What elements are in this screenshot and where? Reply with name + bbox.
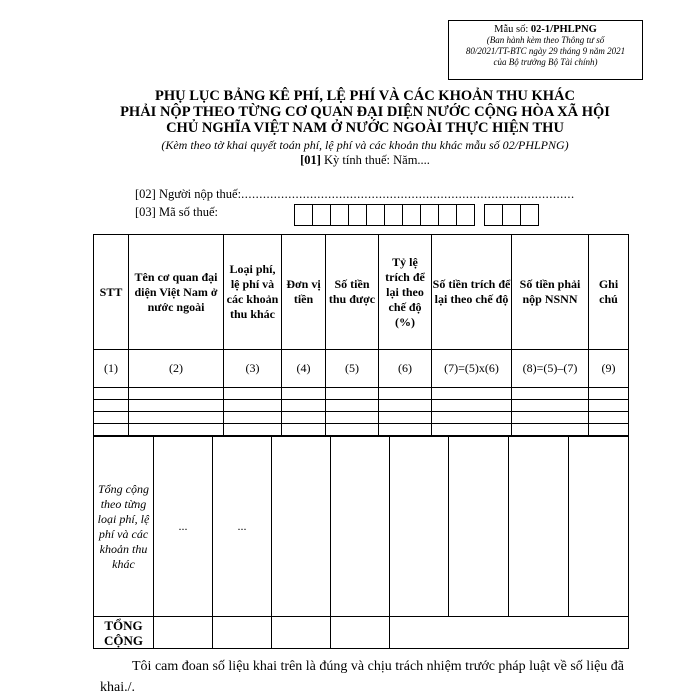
- taxcode-group-main: [295, 204, 475, 226]
- subtotal-ellipsis: ...: [154, 437, 213, 617]
- header-retention-rate: Tỷ lệ trích để lại theo chế độ (%): [379, 235, 432, 350]
- header-amount-collected: Số tiền thu được: [326, 235, 379, 350]
- form-code-label: Mẫu số:: [494, 24, 531, 35]
- taxcode-digit-box[interactable]: [438, 204, 457, 226]
- title-line-1: PHỤ LỤC BẢNG KÊ PHÍ, LỆ PHÍ VÀ CÁC KHOẢN THU KHÁC: [155, 88, 575, 104]
- table-header-row: [94, 235, 629, 350]
- taxcode-digit-box[interactable]: [348, 204, 367, 226]
- taxcode-boxes: [295, 204, 539, 226]
- issued-note-line1: (Ban hành kèm theo Thông tư số: [486, 35, 605, 45]
- document-title: [100, 88, 630, 168]
- tax-period-text: Kỳ tính thuế: Năm....: [320, 153, 430, 167]
- taxcode-digit-box[interactable]: [294, 204, 313, 226]
- declaration-text: Tôi cam đoan số liệu khai trên là đúng và chịu trách nhiệm trước pháp luật về số liệu đã khai./.: [100, 659, 625, 695]
- declaration-statement: [100, 656, 645, 698]
- header-amount-payable: Số tiền phải nộp NSNN: [512, 235, 589, 350]
- taxcode-group-branch: [485, 204, 539, 226]
- header-notes: Ghi chú: [589, 235, 629, 350]
- column-number: (5): [326, 350, 379, 388]
- column-number-row: [94, 350, 629, 388]
- title-subtitle: (Kèm theo tờ khai quyết toán phí, lệ phí và các khoản thu khác mẫu số 02/PHLPNG): [161, 138, 569, 152]
- subtotal-ellipsis: ...: [213, 437, 272, 617]
- title-line-2: PHẢI NỘP THEO TỪNG CƠ QUAN ĐẠI DIỆN NƯỚC CỘNG HÒA XÃ HỘI: [120, 104, 610, 120]
- grand-total-row: [94, 617, 629, 649]
- table-row: [94, 400, 629, 412]
- taxcode-digit-box[interactable]: [484, 204, 503, 226]
- taxcode-digit-box[interactable]: [420, 204, 439, 226]
- taxcode-digit-box[interactable]: [402, 204, 421, 226]
- column-number: (1): [94, 350, 129, 388]
- column-number: (7)=(5)x(6): [432, 350, 512, 388]
- taxcode-digit-box[interactable]: [384, 204, 403, 226]
- taxcode-digit-box[interactable]: [520, 204, 539, 226]
- form-code-box: [448, 20, 643, 80]
- tax-period-code: [01]: [300, 153, 321, 167]
- header-currency: Đơn vị tiền: [282, 235, 326, 350]
- header-fee-type: Loại phí, lệ phí và các khoản thu khác: [224, 235, 282, 350]
- table-row: [94, 424, 629, 436]
- header-agency: Tên cơ quan đại diện Việt Nam ở nước ngoài: [129, 235, 224, 350]
- issued-note-line2: 80/2021/TT-BTC ngày 29 tháng 9 năm 2021: [465, 46, 626, 56]
- subtotal-row: [94, 437, 629, 617]
- header-retained-amount: Số tiền trích để lại theo chế độ: [432, 235, 512, 350]
- header-stt: STT: [94, 235, 129, 350]
- taxpayer-field: [135, 187, 575, 202]
- tax-period: [100, 153, 630, 168]
- subtotal-label: Tổng cộng theo từng loại phí, lệ phí và các khoản thu khác: [94, 437, 154, 617]
- taxcode-label: [03] Mã số thuế:: [135, 205, 218, 219]
- column-number: (4): [282, 350, 326, 388]
- taxcode-digit-box[interactable]: [456, 204, 475, 226]
- grand-total-label: TỔNG CỘNG: [94, 617, 154, 649]
- taxcode-digit-box[interactable]: [366, 204, 385, 226]
- taxcode-digit-box[interactable]: [330, 204, 349, 226]
- column-number: (2): [129, 350, 224, 388]
- taxcode-digit-box[interactable]: [312, 204, 331, 226]
- taxcode-digit-box[interactable]: [502, 204, 521, 226]
- taxpayer-label: [02] Người nộp thuế:: [135, 187, 242, 201]
- title-line-3: CHỦ NGHĨA VIỆT NAM Ở NƯỚC NGOÀI THỰC HIỆN THU: [166, 120, 564, 136]
- table-row: [94, 388, 629, 400]
- column-number: (9): [589, 350, 629, 388]
- column-number: (3): [224, 350, 282, 388]
- table-row: [94, 412, 629, 424]
- totals-table: [93, 436, 629, 649]
- fee-table: [93, 234, 629, 436]
- issued-note-line3: của Bộ trưởng Bộ Tài chính): [493, 57, 598, 67]
- column-number: (6): [379, 350, 432, 388]
- column-number: (8)=(5)–(7): [512, 350, 589, 388]
- taxpayer-dotted-line[interactable]: ............................................................................................: [241, 187, 575, 201]
- form-code-value: 02-1/PHLPNG: [530, 24, 597, 35]
